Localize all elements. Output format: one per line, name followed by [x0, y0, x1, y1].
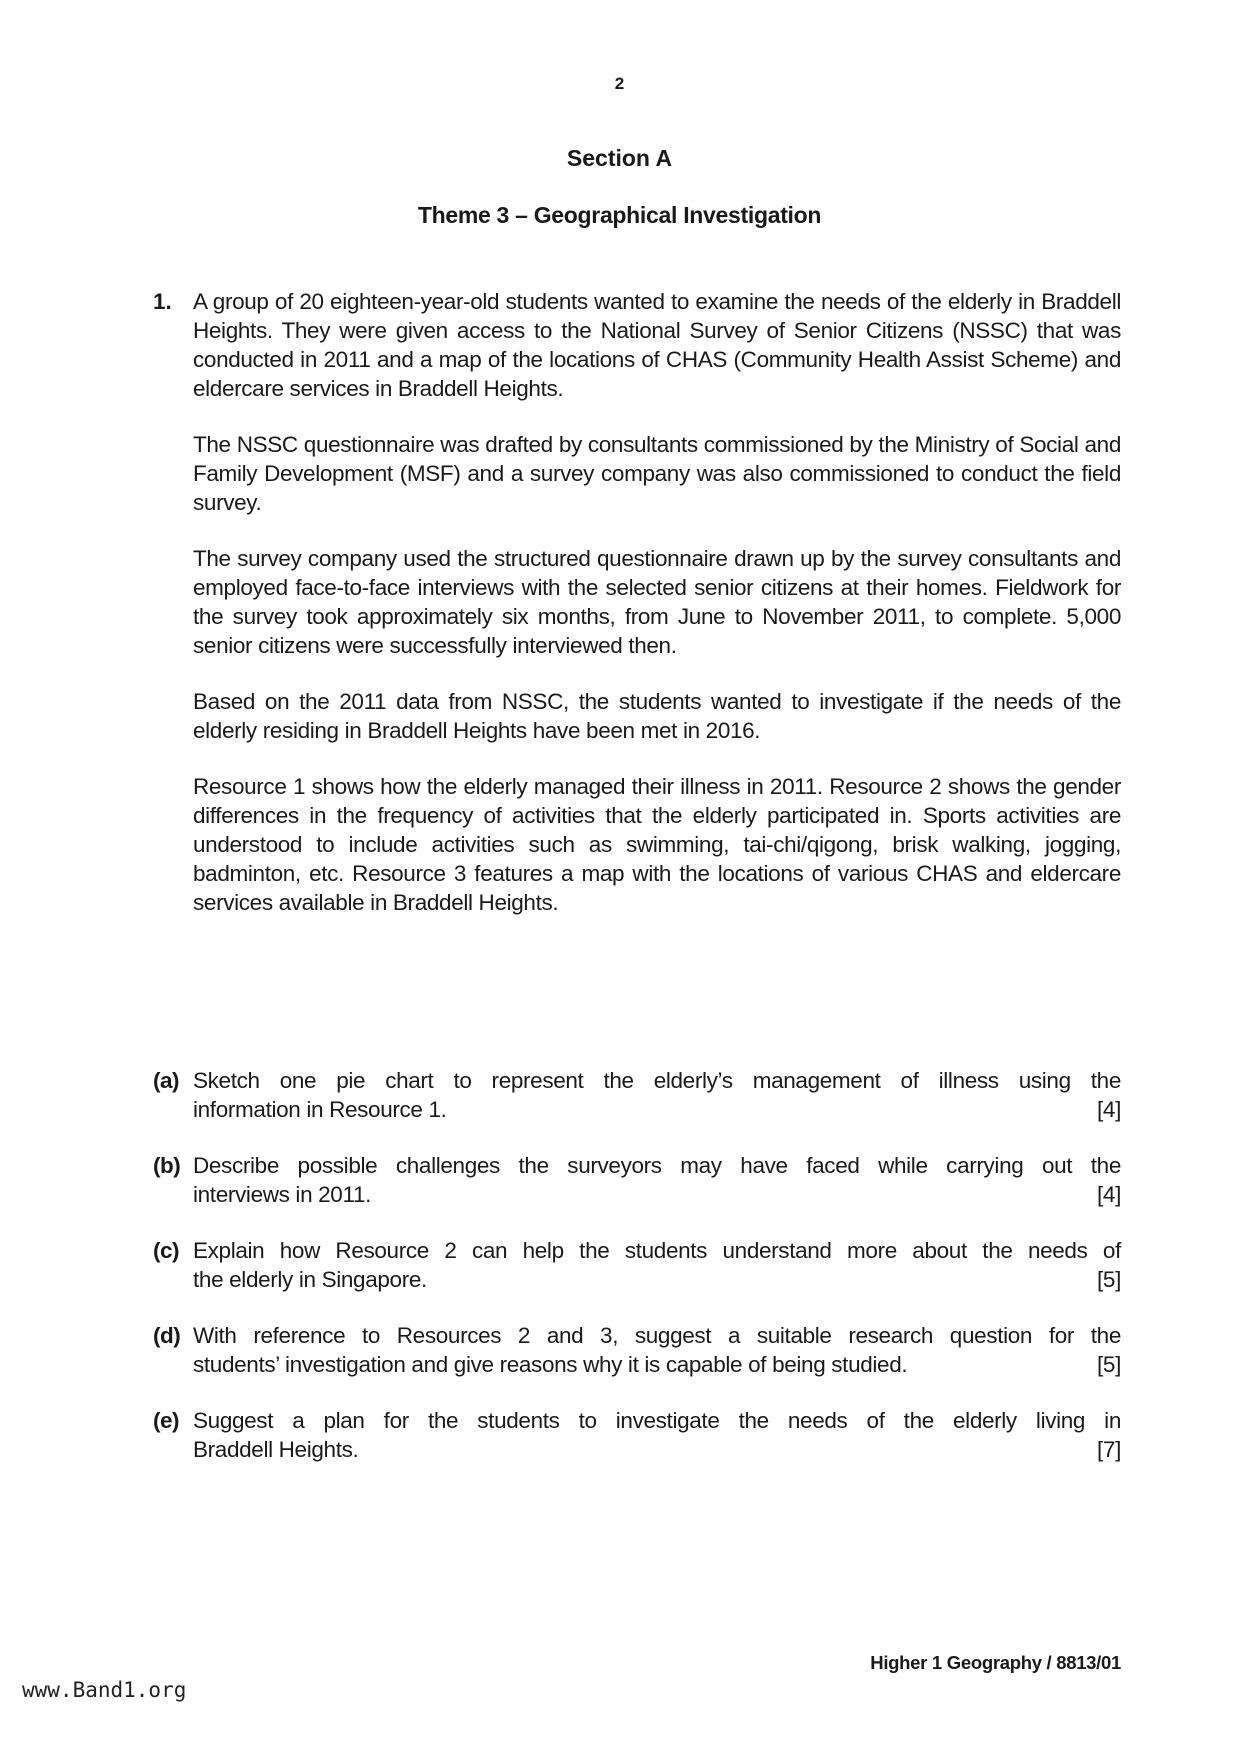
subquestion-text-end: information in Resource 1. [193, 1097, 447, 1122]
subquestion-b [153, 1151, 1121, 1209]
subquestion-label: (e) [153, 1408, 179, 1433]
question-paragraph: The NSSC questionnaire was drafted by consultants commissioned by the Ministry of Social and Family Development (MSF) and a survey company was also commissioned to conduct the field survey. [193, 432, 1121, 515]
subquestion-text: Describe possible challenges the surveyors may have faced while carrying out the [193, 1153, 1121, 1178]
marks-label: [4] [1097, 1097, 1121, 1122]
theme-title: Theme 3 – Geographical Investigation [417, 202, 822, 228]
subquestion-text-end: students’ investigation and give reasons why it is capable of being studied. [193, 1352, 908, 1377]
subquestion-text: Explain how Resource 2 can help the students understand more about the needs of [193, 1238, 1121, 1263]
subquestion-text-end: Braddell Heights. [193, 1437, 359, 1462]
section-title: Section A [566, 145, 673, 171]
subquestion-text: Sketch one pie chart to represent the elderly’s management of illness using the [193, 1068, 1121, 1093]
subquestion-text: Suggest a plan for the students to investigate the needs of the elderly living in [193, 1408, 1121, 1433]
subquestion-a [153, 1066, 1121, 1124]
question-paragraph: A group of 20 eighteen-year-old students wanted to examine the needs of the elderly in Braddell Heights. They were given access to the National Survey of Senior Citizens (NSSC) that was conducted in 2011 and a map of the locations of CHAS (Community Health Assist Scheme) and eldercare services in Braddell Heights. [193, 289, 1121, 401]
subquestion-label: (a) [153, 1068, 179, 1093]
marks-label: [5] [1097, 1352, 1121, 1377]
question-1 [153, 287, 1121, 944]
watermark-link: www.Band1.org [22, 1678, 187, 1702]
question-number: 1. [153, 289, 172, 314]
subquestion-text-end: the elderly in Singapore. [193, 1267, 427, 1292]
subquestion-text-end: interviews in 2011. [193, 1182, 372, 1207]
subquestion-e [153, 1406, 1121, 1464]
question-paragraph: Based on the 2011 data from NSSC, the students wanted to investigate if the needs of the elderly residing in Braddell Heights have been met in 2016. [193, 689, 1121, 743]
question-body [193, 287, 1121, 917]
subquestion-list [153, 1066, 1121, 1491]
question-paragraph: The survey company used the structured questionnaire drawn up by the survey consultants and employed face-to-face interviews with the selected senior citizens at their homes. Fieldwork for the survey took approximately six months, from June to November 2011, to complete. 5,000 senior citizens were successfully interviewed then. [193, 546, 1121, 658]
marks-label: [7] [1097, 1437, 1121, 1462]
subquestion-label: (c) [153, 1238, 179, 1263]
marks-label: [4] [1097, 1182, 1121, 1207]
subquestion-text: With reference to Resources 2 and 3, suggest a suitable research question for the [193, 1323, 1121, 1348]
page-number: 2 [614, 74, 625, 93]
subquestion-label: (d) [153, 1323, 181, 1348]
paper-code: Higher 1 Geography / 8813/01 [870, 1652, 1121, 1673]
subquestion-label: (b) [153, 1153, 181, 1178]
question-paragraph: Resource 1 shows how the elderly managed their illness in 2011. Resource 2 shows the gender differences in the frequency of activities that the elderly participated in. Sports activities are understood to include activities such as swimming, tai-chi/qigong, brisk walking, jogging, badminton, etc. Resource 3 features a map with the locations of various CHAS and eldercare services available in Braddell Heights. [193, 774, 1121, 915]
marks-label: [5] [1097, 1267, 1121, 1292]
subquestion-d [153, 1321, 1121, 1379]
subquestion-c [153, 1236, 1121, 1294]
